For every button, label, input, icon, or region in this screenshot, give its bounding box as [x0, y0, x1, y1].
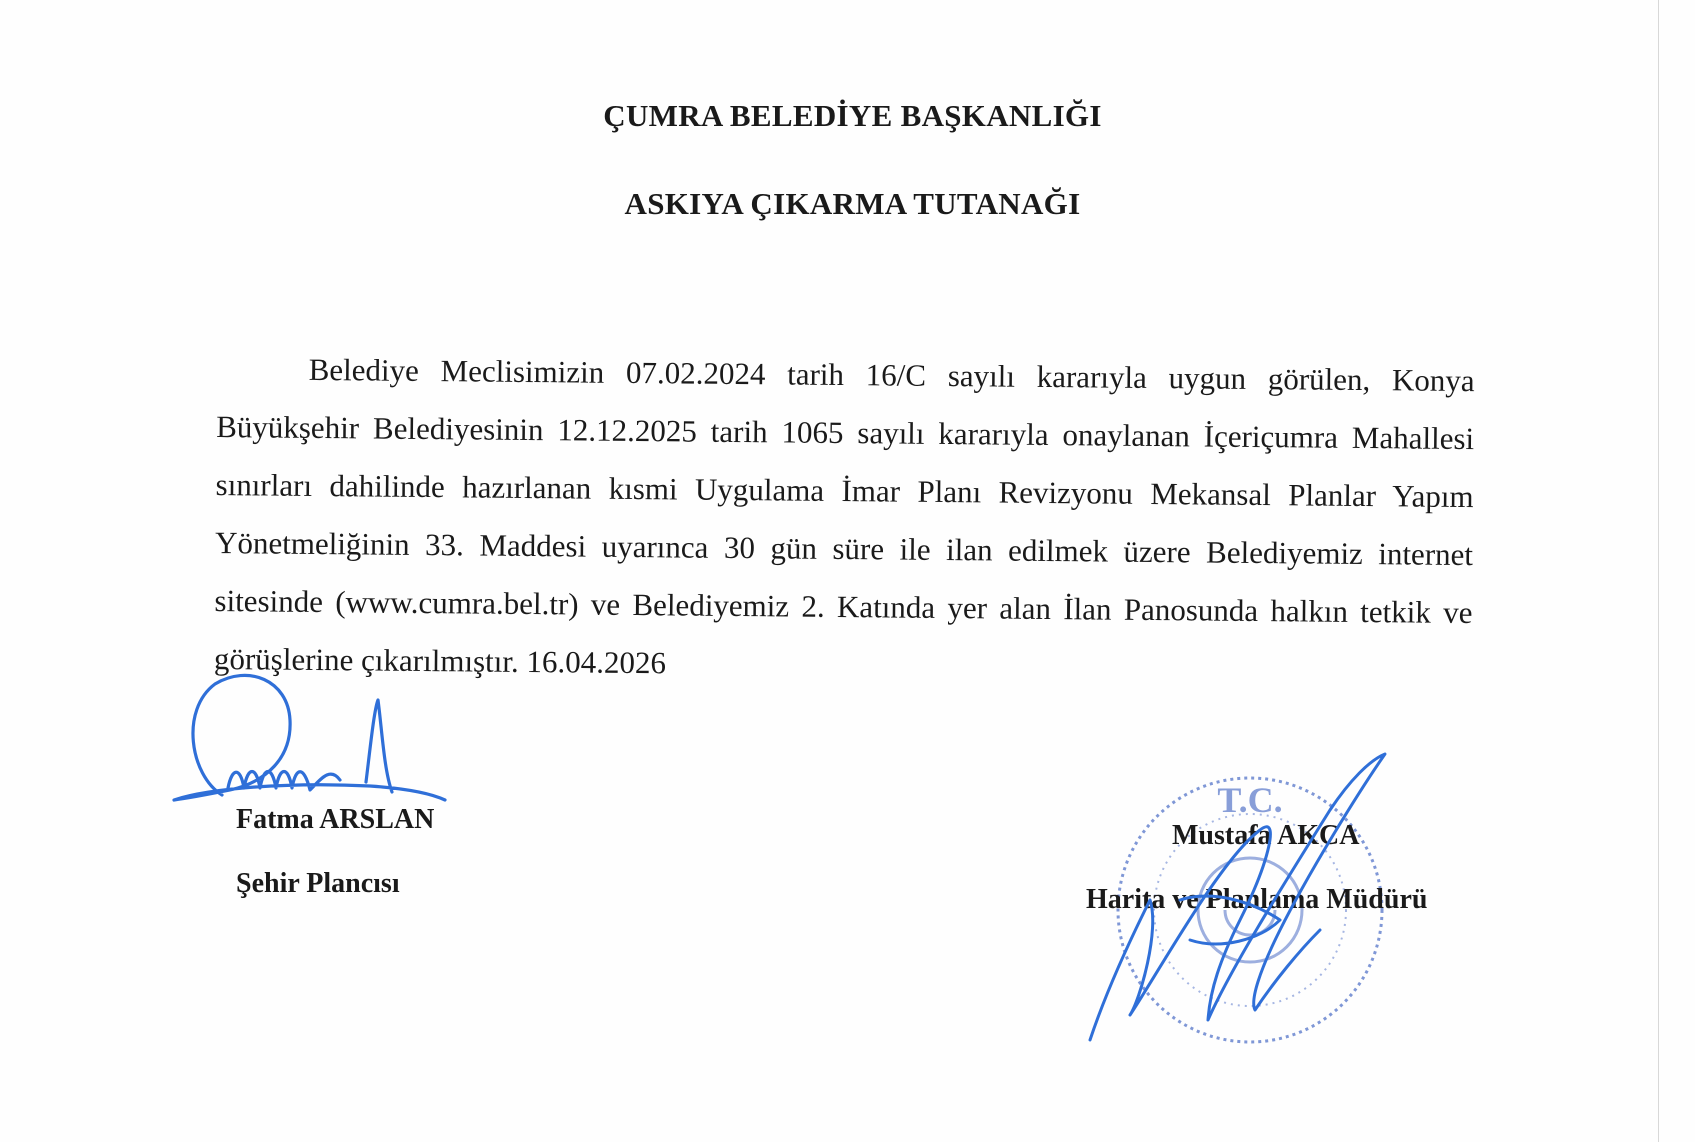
signature-right — [1080, 750, 1440, 1050]
document-title: ASKIYA ÇIKARMA TUTANAĞI — [624, 186, 1081, 221]
scan-edge-line — [1658, 0, 1659, 1142]
institution-heading: ÇUMRA BELEDİYE BAŞKANLIĞI — [603, 98, 1102, 133]
right-signatory-title: Harita ve Planlama Müdürü — [1086, 884, 1428, 915]
stamp-text: T.C. — [1217, 780, 1283, 820]
left-signatory-title: Şehir Plancısı — [236, 868, 400, 899]
left-signatory-name: Fatma ARSLAN — [236, 804, 435, 835]
body-paragraph: Belediye Meclisimizin 07.02.2024 tarih 16/C sayılı kararıyla uygun görülen, Konya Büyükşehir Belediyesinin 12.12.2025 tarih 1065 sayılı kararıyla onaylanan İçeriçumra Mahallesi sınırları dahilinde hazırlanan kısmi Uygulama İmar Planı Revizyonu Mekansal Planlar Yapım Yönetmeliğinin 33. Maddesi uyarınca 30 gün süre ile ilan edilmek üzere Belediyemiz internet sitesinde (www.cumra.bel.tr) ve Belediyemiz 2. Katında yer alan İlan Panosunda halkın tetkik ve görüşlerine çıkarılmıştır. 16.04.2026 — [213, 351, 1475, 681]
right-signatory-name: Mustafa AKCA — [1172, 820, 1360, 851]
